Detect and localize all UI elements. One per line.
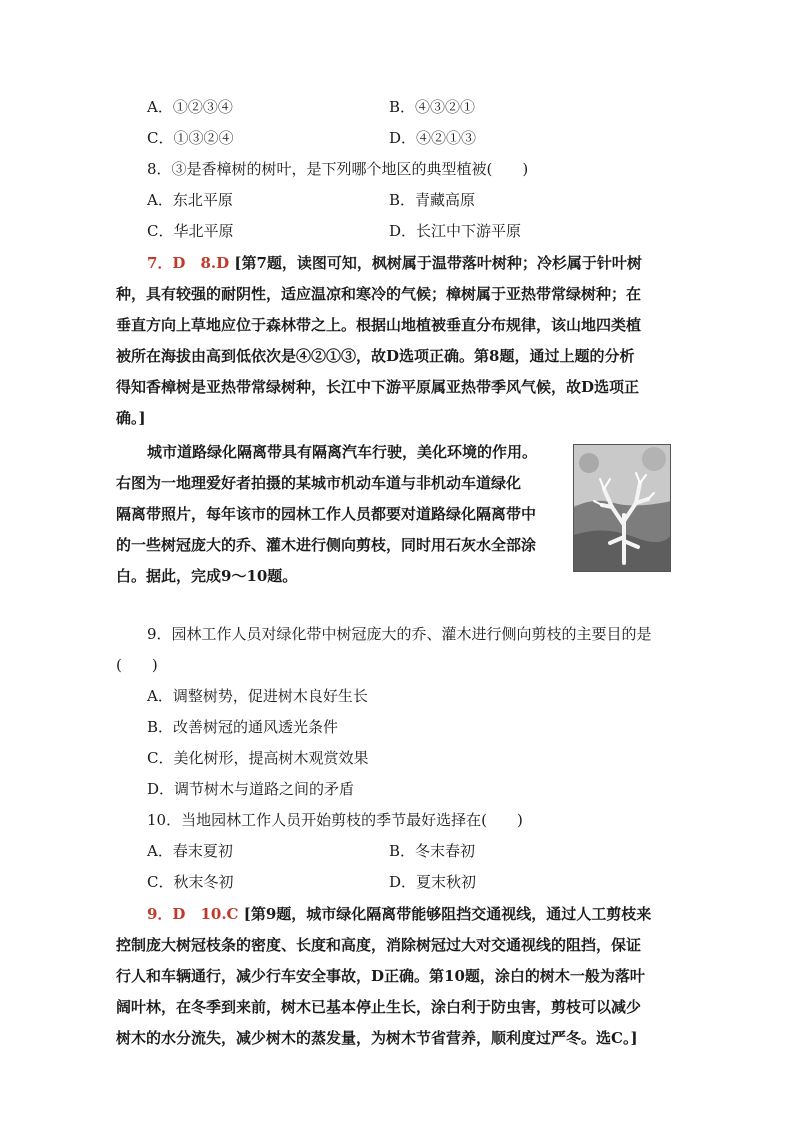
passage-line-3: 隔离带照片，每年该市的园林工作人员都要对道路绿化隔离带中 (116, 505, 537, 523)
q8-option-d: D．长江中下游平原 (389, 222, 522, 240)
q10-option-d: D．夏末秋初 (389, 873, 477, 891)
passage-line-1: 城市道路绿化隔离带具有隔离汽车行驶，美化环境的作用。 (147, 443, 538, 461)
q9-stem-line-2: ( ) (116, 656, 158, 674)
q9-option-b: B．改善树冠的通风透光条件 (147, 718, 339, 736)
answer-9-10-line-4: 阔叶林，在冬季到来前，树木已基本停止生长，涂白利于防虫害，剪枝可以减少 (116, 998, 642, 1016)
answer-9-10-key: 9．D 10.C (147, 905, 239, 923)
answer-7-8-line-1 (147, 253, 642, 273)
passage-line-5: 白。据此，完成9～10题。 (116, 567, 298, 585)
answer-7-8-line-6: 确。] (116, 409, 146, 427)
answer-9-10-line-1 (147, 904, 651, 924)
q8-option-b: B．青藏高原 (389, 191, 476, 209)
q10-option-c: C．秋末冬初 (147, 873, 234, 891)
q10-option-a: A．春末夏初 (147, 842, 233, 860)
q10-option-b: B．冬末春初 (389, 842, 476, 860)
q10-stem: 10．当地园林工作人员开始剪枝的季节最好选择在( ) (147, 811, 523, 829)
answer-7-8-key: 7．D 8.D (147, 254, 230, 272)
q9-option-c: C．美化树形，提高树木观赏效果 (147, 749, 369, 767)
pruned-tree-illustration (574, 445, 671, 572)
q7-option-c: C．①③②④ (147, 129, 234, 147)
answer-9-10-text-1: [第9题，城市绿化隔离带能够阻挡交通视线，通过人工剪枝来 (243, 905, 652, 923)
passage-line-4: 的一些树冠庞大的乔、灌木进行侧向剪枝，同时用石灰水全部涂 (116, 536, 537, 554)
q7-option-b: B．④③②① (389, 98, 476, 116)
tree-photo (573, 444, 671, 572)
answer-9-10-line-5: 树木的水分流失，减少树木的蒸发量，为树木节省营养，顺利度过严冬。选C。] (116, 1029, 638, 1047)
q7-option-d: D．④②①③ (389, 129, 477, 147)
q7-option-a: A．①②③④ (147, 98, 233, 116)
q9-stem-line-1: 9．园林工作人员对绿化带中树冠庞大的乔、灌木进行侧向剪枝的主要目的是 (147, 625, 652, 643)
answer-7-8-line-2: 种，具有较强的耐阴性，适应温凉和寒冷的气候；樟树属于亚热带常绿树种；在 (116, 285, 642, 303)
q8-stem: 8．③是香樟树的树叶，是下列哪个地区的典型植被( ) (147, 160, 529, 178)
q8-option-a: A．东北平原 (147, 191, 233, 209)
q9-option-a: A．调整树势，促进树木良好生长 (147, 687, 368, 705)
answer-7-8-line-3: 垂直方向上草地应位于森林带之上。根据山地植被垂直分布规律，该山地四类植 (116, 316, 642, 334)
answer-9-10-line-2: 控制庞大树冠枝条的密度、长度和高度，消除树冠过大对交通视线的阻挡，保证 (116, 936, 642, 954)
passage-line-2: 右图为一地理爱好者拍摄的某城市机动车道与非机动车道绿化 (116, 474, 522, 492)
q9-option-d: D．调节树木与道路之间的矛盾 (147, 780, 355, 798)
answer-7-8-text-1: [第7题，读图可知，枫树属于温带落叶树种；冷杉属于针叶树 (234, 254, 642, 272)
q8-option-c: C．华北平原 (147, 222, 234, 240)
answer-7-8-line-4: 被所在海拔由高到低依次是④②①③，故D选项正确。第8题，通过上题的分析 (116, 347, 635, 365)
answer-7-8-line-5: 得知香樟树是亚热带常绿树种，长江中下游平原属亚热带季风气候，故D选项正 (116, 378, 640, 396)
answer-9-10-line-3: 行人和车辆通行，减少行车安全事故，D正确。第10题，涂白的树木一般为落叶 (116, 967, 645, 985)
